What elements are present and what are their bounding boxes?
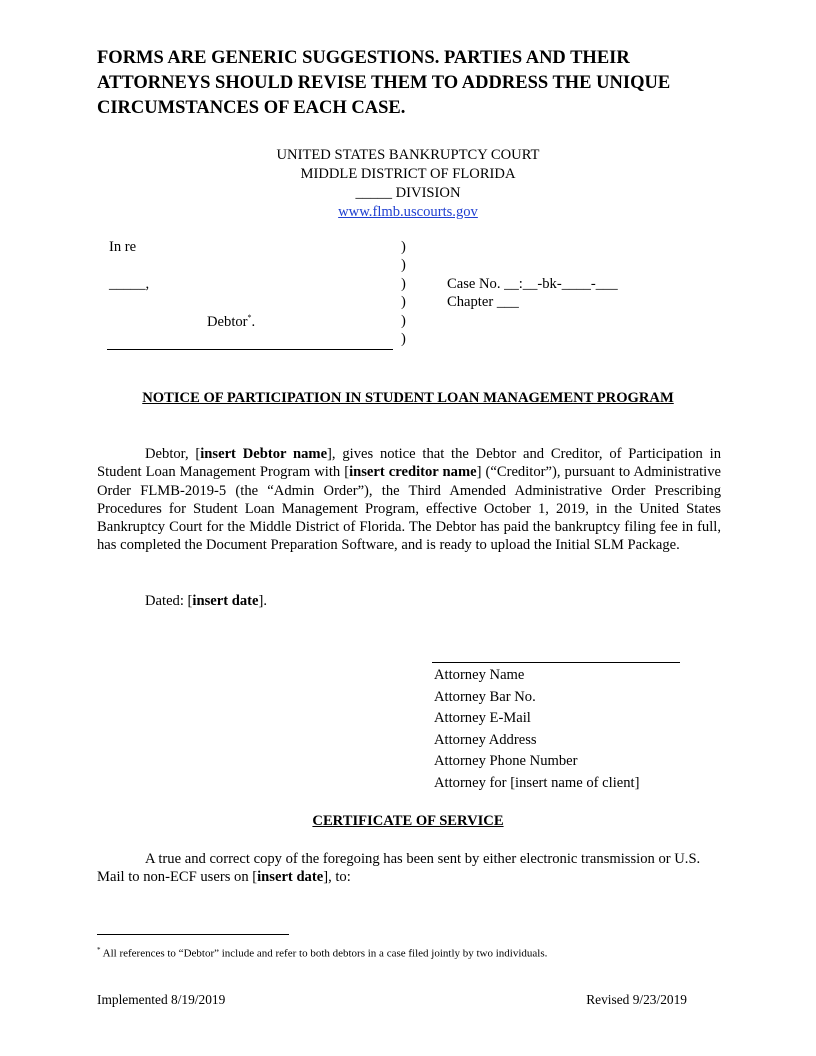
in-re-label: In re xyxy=(109,239,137,255)
date-placeholder: insert date xyxy=(192,593,259,609)
notice-body-paragraph xyxy=(97,445,721,555)
caption-paren: ) xyxy=(401,257,406,274)
court-website-link[interactable]: www.flmb.uscourts.gov xyxy=(338,204,478,220)
caption-parentheses xyxy=(401,238,406,348)
revised-date: Revised 9/23/2019 xyxy=(586,992,687,1007)
caption-paren: ) xyxy=(401,275,406,292)
certificate-text: A true and correct copy of the foregoing has been sent by either electronic transmission or U.S. Mail to non-ECF users on [ xyxy=(97,851,701,886)
attorney-phone: Attorney Phone Number xyxy=(434,753,578,769)
notice-text: ], gives notice that the Debtor and Creditor, of Participation in Student Loan Management Program with [ xyxy=(97,446,721,481)
footnote-divider xyxy=(97,934,289,935)
chapter-number: Chapter ___ xyxy=(447,294,519,310)
certificate-title: CERTIFICATE OF SERVICE xyxy=(312,813,504,829)
debtor-label-text: Debtor xyxy=(207,313,248,330)
court-division: _____ DIVISION xyxy=(355,185,461,201)
notice-text: Debtor, [ xyxy=(145,446,201,462)
dated-close: ]. xyxy=(258,593,268,609)
signature-line xyxy=(432,662,680,663)
dated-label: Dated: [ xyxy=(145,593,193,609)
case-number: Case No. __:__-bk-____-___ xyxy=(447,276,618,292)
caption-divider xyxy=(107,349,393,350)
court-heading xyxy=(0,146,816,222)
debtor-name-placeholder: insert Debtor name xyxy=(200,446,328,462)
forms-disclaimer-heading: FORMS ARE GENERIC SUGGESTIONS. PARTIES AND THEIR ATTORNEYS SHOULD REVISE THEM TO ADDRESS THE UNIQUE CIRCUMSTANCES OF EACH CASE. xyxy=(97,48,671,118)
service-date-placeholder: insert date xyxy=(257,869,324,886)
implemented-date: Implemented 8/19/2019 xyxy=(97,992,226,1007)
attorney-bar-no: Attorney Bar No. xyxy=(434,688,536,705)
caption-paren: ) xyxy=(401,294,406,311)
notice-title: NOTICE OF PARTICIPATION IN STUDENT LOAN MANAGEMENT PROGRAM xyxy=(142,390,674,406)
attorney-email: Attorney E-Mail xyxy=(434,710,531,726)
attorney-address: Attorney Address xyxy=(434,731,537,748)
debtor-label-period: . xyxy=(251,313,256,330)
caption-paren: ) xyxy=(401,312,406,329)
debtor-footnote-mark: * xyxy=(247,313,252,322)
caption-paren: ) xyxy=(401,330,406,347)
caption-paren: ) xyxy=(401,239,406,255)
footnote-text: All references to “Debtor” include and refer to both debtors in a case filed jointly by two individuals. xyxy=(100,947,548,960)
certificate-text: ], to: xyxy=(323,869,351,886)
certificate-paragraph xyxy=(97,850,721,887)
court-district: MIDDLE DISTRICT OF FLORIDA xyxy=(300,166,516,182)
footnote xyxy=(97,946,547,960)
signature-block xyxy=(434,665,639,794)
debtor-name-blank: _____, xyxy=(109,276,150,292)
dated-line xyxy=(145,593,267,610)
footnote-mark: * xyxy=(97,946,101,954)
creditor-name-placeholder: insert creditor name xyxy=(349,464,477,481)
attorney-client: Attorney for [insert name of client] xyxy=(434,774,640,791)
court-name: UNITED STATES BANKRUPTCY COURT xyxy=(276,147,540,163)
attorney-name: Attorney Name xyxy=(434,667,525,683)
notice-text: ] (“Creditor”), pursuant to Administrative Order FLMB-2019-5 (the “Admin Order”), the Third Amended Administrative Order Prescribing Procedures for Student Loan Management Program, effective October 1, 2019, in the United States Bankruptcy Court for the Middle District of Florida. The Debtor has paid the bankruptcy filing fee in full, has completed the Document Preparation Software, and is ready to upload the Initial SLM Package. xyxy=(97,464,721,554)
debtor-label xyxy=(207,313,255,331)
